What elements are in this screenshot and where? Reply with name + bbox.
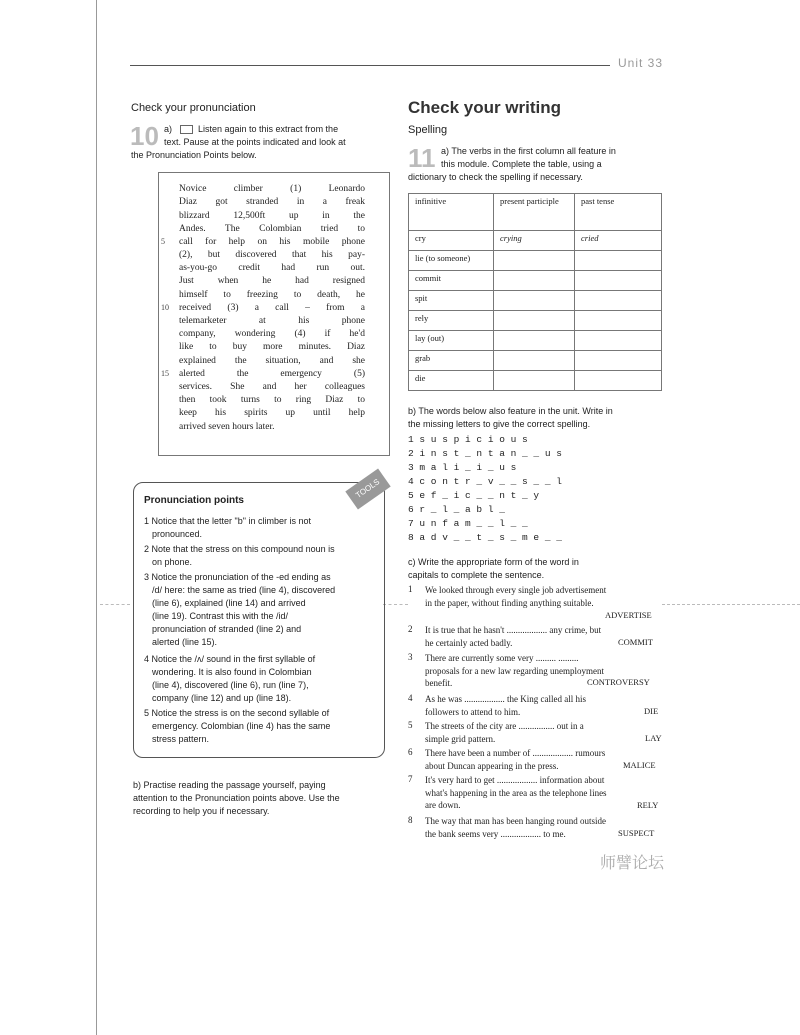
capital-word: LAY xyxy=(645,733,662,743)
pron-point-line: stress pattern. xyxy=(152,734,210,744)
table-header-row xyxy=(409,194,662,231)
table-cell[interactable] xyxy=(575,371,662,391)
ex11-instruction-3: dictionary to check the spelling if necessary. xyxy=(408,172,583,182)
table-cell[interactable] xyxy=(494,371,575,391)
sentence-line: about Duncan appearing in the press. xyxy=(425,760,559,771)
table-cell[interactable] xyxy=(494,251,575,271)
column-header: present participle xyxy=(494,194,575,231)
sentence-line: he certainly acted badly. xyxy=(425,637,513,648)
passage-line: Novice climber (1) Leonardo xyxy=(179,184,365,194)
ex10-b-line-2: attention to the Pronunciation points above. Use the xyxy=(133,793,340,803)
table-cell[interactable] xyxy=(494,331,575,351)
ex10-instruction-3: the Pronunciation Points below. xyxy=(131,150,257,160)
table-cell: cry xyxy=(409,231,494,251)
passage-line: Diaz got stranded in a freak xyxy=(179,197,365,207)
sentence-number: 7 xyxy=(408,774,413,784)
sentence-number: 2 xyxy=(408,624,413,634)
pron-point-line: 4 Notice the /ʌ/ sound in the first syllable of xyxy=(144,654,316,664)
sentence-line: the bank seems very .................. to me. xyxy=(425,828,566,839)
pron-point-line: /d/ here: the same as tried (line 4), discovered xyxy=(152,585,336,595)
ex11-b-instruction-1: b) The words below also feature in the unit. Write in xyxy=(408,406,613,416)
capital-word: DIE xyxy=(644,706,659,716)
table-cell[interactable] xyxy=(494,271,575,291)
sentence-5 xyxy=(425,720,663,745)
line-number: 15 xyxy=(161,369,169,378)
spelling-item-7: 7 u n f a m _ _ l _ _ xyxy=(408,518,528,529)
pron-point-line: 1 Notice that the letter "b" in climber is not xyxy=(144,516,311,526)
spelling-item-8: 8 a d v _ _ t _ s _ m e _ _ xyxy=(408,532,562,543)
ex10-instruction-1: Listen again to this extract from the xyxy=(198,124,339,134)
sentence-number: 3 xyxy=(408,652,413,662)
pron-point-line: (line 19). Contrast this with the /id/ xyxy=(152,611,289,621)
spelling-item-3: 3 m a l i _ i _ u s xyxy=(408,462,517,473)
sentence-line: are down. xyxy=(425,800,461,810)
spelling-table xyxy=(408,193,662,391)
table-row xyxy=(409,271,662,291)
passage-line: like to buy more minutes. Diaz xyxy=(179,342,365,352)
sentence-line: followers to attend to him. xyxy=(425,706,521,717)
ex11-instruction-1: a) The verbs in the first column all feature in xyxy=(441,146,616,156)
sentence-line: The way that man has been hanging round outside xyxy=(425,816,606,826)
table-cell[interactable] xyxy=(494,311,575,331)
table-row xyxy=(409,251,662,271)
line-number: 10 xyxy=(161,303,169,312)
table-cell[interactable] xyxy=(575,311,662,331)
table-cell[interactable]: cried xyxy=(575,231,662,251)
sentence-line: There are currently some very ......... ......... xyxy=(425,653,579,663)
fold-dash-mid xyxy=(383,604,408,606)
pron-point-3 xyxy=(144,571,376,649)
writing-heading: Check your writing xyxy=(408,98,562,117)
sentence-line: simple grid pattern. xyxy=(425,733,496,744)
table-cell: spit xyxy=(409,291,494,311)
table-cell[interactable] xyxy=(575,291,662,311)
column-header: infinitive xyxy=(409,194,494,231)
pronunciation-heading: Check your pronunciation xyxy=(131,102,256,114)
pron-point-line: on phone. xyxy=(152,557,193,567)
table-row xyxy=(409,371,662,391)
spelling-item-6: 6 r _ l _ a b l _ xyxy=(408,504,505,515)
passage-line: keep his spirits up until help xyxy=(179,408,365,418)
pron-point-line: 5 Notice the stress is on the second syllable of xyxy=(144,708,330,718)
passage-line: explained the situation, and she xyxy=(179,356,365,366)
header-rule xyxy=(130,65,610,66)
capital-word: COMMIT xyxy=(618,637,653,647)
passage-line: call for help on his mobile phone xyxy=(179,237,365,247)
passage-box xyxy=(158,172,390,456)
fold-dash-left xyxy=(100,604,130,606)
pron-point-line: pronounced. xyxy=(152,529,203,539)
sentence-number: 4 xyxy=(408,693,413,703)
sentence-4 xyxy=(425,693,663,718)
spelling-subheading: Spelling xyxy=(408,124,448,136)
watermark-logo: 师譬论坛 xyxy=(600,855,665,872)
margin-line xyxy=(96,0,97,1035)
sentence-number: 1 xyxy=(408,584,413,594)
passage-line: company, wondering (4) if he'd xyxy=(179,329,365,339)
audio-icon xyxy=(180,125,193,134)
table-cell: lay (out) xyxy=(409,331,494,351)
ex10-b-line-1: b) Practise reading the passage yourself, paying xyxy=(133,780,326,790)
sentence-number: 6 xyxy=(408,747,413,757)
passage-line: Andes. The Colombian tried to xyxy=(179,224,365,234)
table-row xyxy=(409,351,662,371)
sentence-line: We looked through every single job advertisement xyxy=(425,585,607,595)
table-row xyxy=(409,311,662,331)
ex11-instruction-2: this module. Complete the table, using a xyxy=(441,159,602,169)
pron-point-5 xyxy=(144,707,376,746)
tools-badge: TOOLS xyxy=(345,469,390,510)
sentence-1 xyxy=(425,584,663,609)
table-row xyxy=(409,231,662,251)
pron-point-line: company (line 12) and up (line 18). xyxy=(152,693,292,703)
table-cell[interactable] xyxy=(575,271,662,291)
spelling-item-2: 2 i n s t _ n t a n _ _ u s xyxy=(408,448,562,459)
pron-point-line: emergency. Colombian (line 4) has the same xyxy=(152,721,331,731)
passage-line: blizzard 12,500ft up in the xyxy=(179,211,365,221)
table-cell[interactable] xyxy=(494,351,575,371)
exercise-number-11: 11 xyxy=(408,143,436,173)
table-cell: rely xyxy=(409,311,494,331)
passage-line: received (3) a call – from a xyxy=(179,303,365,313)
sentence-line: There have been a number of .................. rumours xyxy=(425,748,606,758)
sentence-line: what's happening in the area as the telephone lines xyxy=(425,787,607,798)
pron-point-line: alerted (line 15). xyxy=(152,637,218,647)
table-cell[interactable]: crying xyxy=(494,231,575,251)
pronunciation-points-box xyxy=(133,482,385,758)
sentence-line: It is true that he hasn't .................. any crime, but xyxy=(425,625,602,635)
pron-point-2 xyxy=(144,543,376,569)
ex10-b-line-3: recording to help you if necessary. xyxy=(133,806,270,816)
table-cell[interactable] xyxy=(575,251,662,271)
passage-line: services. She and her colleagues xyxy=(179,382,365,392)
capital-word: CONTROVERSY xyxy=(587,677,650,687)
ex10-a-label: a) xyxy=(164,124,173,134)
sentence-number: 5 xyxy=(408,720,413,730)
pron-point-line: 2 Note that the stress on this compound noun is xyxy=(144,544,335,554)
pron-point-4 xyxy=(144,653,376,705)
capital-word: SUSPECT xyxy=(618,828,655,838)
table-cell[interactable] xyxy=(575,331,662,351)
ex11-c-instruction-1: c) Write the appropriate form of the word in xyxy=(408,557,579,567)
exercise-number-10: 10 xyxy=(130,121,159,151)
ex11-b-instruction-2: the missing letters to give the correct spelling. xyxy=(408,419,591,429)
fold-dash-right xyxy=(662,604,800,606)
spelling-item-5: 5 e f _ i c _ _ n t _ y xyxy=(408,490,540,501)
table-cell[interactable] xyxy=(494,291,575,311)
sentence-line: benefit. xyxy=(425,678,453,688)
sentence-7 xyxy=(425,774,663,812)
spelling-item-1: 1 s u s p i c i o u s xyxy=(408,434,528,445)
passage-line: (2), but discovered that his pay- xyxy=(179,250,365,260)
pron-point-line: wondering. It is also found in Colombian xyxy=(152,667,312,677)
sentence-number: 8 xyxy=(408,815,413,825)
passage-line: alerted the emergency (5) xyxy=(179,369,365,379)
table-cell: commit xyxy=(409,271,494,291)
capital-word: MALICE xyxy=(623,760,656,770)
ex11-c-instruction-2: capitals to complete the sentence. xyxy=(408,570,545,580)
pron-point-line: pronunciation of stranded (line 2) and xyxy=(152,624,302,634)
pron-point-1 xyxy=(144,515,376,541)
pron-point-line: (line 4), discovered (line 6), run (line 7), xyxy=(152,680,309,690)
table-cell: die xyxy=(409,371,494,391)
sentence-line: proposals for a new law regarding unemployment xyxy=(425,665,604,676)
line-number: 5 xyxy=(161,237,165,246)
unit-label: Unit 33 xyxy=(618,56,664,70)
passage-line: as-you-go credit had run out. xyxy=(179,263,365,273)
table-cell: grab xyxy=(409,351,494,371)
column-header: past tense xyxy=(575,194,662,231)
pron-point-line: 3 Notice the pronunciation of the -ed ending as xyxy=(144,572,331,582)
sentence-line: As he was .................. the King called all his xyxy=(425,694,586,704)
passage-line: then took turns to ring Diaz to xyxy=(179,395,365,405)
table-cell: lie (to someone) xyxy=(409,251,494,271)
passage-line: himself to freezing to death, he xyxy=(179,290,365,300)
sentence-line: The streets of the city are ................ out in a xyxy=(425,721,584,731)
capital-word: RELY xyxy=(637,800,659,810)
spelling-item-4: 4 c o n t r _ v _ _ s _ _ l xyxy=(408,476,562,487)
table-row xyxy=(409,291,662,311)
passage-line: arrived seven hours later. xyxy=(179,422,275,432)
passage-line: telemarketer at his phone xyxy=(179,316,365,326)
ex10-instruction-2: text. Pause at the points indicated and look at xyxy=(164,137,346,147)
capital-word: ADVERTISE xyxy=(605,610,652,620)
pron-point-line: (line 6), explained (line 14) and arrived xyxy=(152,598,306,608)
sentence-line: in the paper, without finding anything suitable. xyxy=(425,597,594,608)
table-row xyxy=(409,331,662,351)
passage-line: Just when he had resigned xyxy=(179,276,365,286)
pron-points-title: Pronunciation points xyxy=(144,495,244,506)
sentence-line: It's very hard to get .................. information about xyxy=(425,775,605,785)
table-cell[interactable] xyxy=(575,351,662,371)
